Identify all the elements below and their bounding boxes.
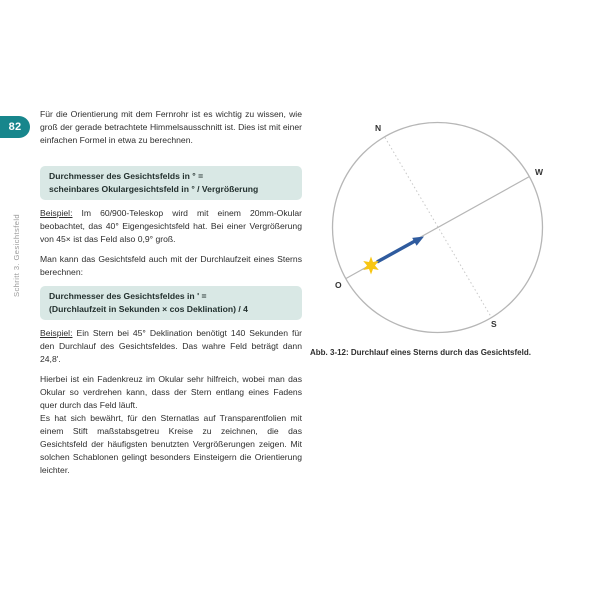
transit-paragraph: Man kann das Gesichtsfeld auch mit der Durchlaufzeit eines Sterns berechnen:: [40, 254, 302, 277]
formula1-line2: scheinbares Okulargesichtsfeld in ° / Vergrößerung: [49, 184, 259, 194]
example2-label: Beispiel:: [40, 328, 73, 338]
formula2-line2: (Durchlaufzeit in Sekunden × cos Deklination) / 4: [49, 304, 248, 314]
intro-paragraph: Für die Orientierung mit dem Fernrohr ist es wichtig zu wissen, wie groß der gerade betrachtete Himmelsausschnitt ist. Dies ist mit einer einfachen Formel in etwa zu berechnen.: [40, 109, 302, 145]
example2-paragraph: [40, 327, 302, 366]
motion-arrow-shaft: [377, 241, 415, 262]
chapter-sidebar-label: Schritt 3. Gesichtsfeld: [12, 213, 21, 297]
field-of-view-diagram: [310, 98, 590, 346]
page-number: 82: [8, 121, 22, 133]
template-paragraph: Es hat sich bewährt, für den Sternatlas auf Transparentfolien mit einem Stift maßstabsgetreu Kreise zu zeichnen, die das Gesichtsfeld der häufigsten benutzten Vergrößerungen zeigen. Mit solchen Schablonen gelingt besonders Einsteigern die Orientierung leichter.: [40, 413, 302, 475]
example1-paragraph: [40, 207, 302, 246]
figure-caption: Abb. 3-12: Durchlauf eines Sterns durch das Gesichtsfeld.: [310, 348, 531, 357]
example1-label: Beispiel:: [40, 208, 73, 218]
crosshair-paragraph: Hierbei ist ein Fadenkreuz im Okular sehr hilfreich, wobei man das Okular so verdrehen kann, dass der Stern entlang eines Fadens quer durch das Feld läuft.: [40, 374, 302, 410]
example1-text: Im 60/900-Teleskop wird mit einem 20mm-Okular beobachtet, das 40° Eigengesichtsfeld hat. Bei einer Vergrößerung von 45× ist das Feld also 0,9° groß.: [40, 208, 302, 244]
formula1-line1: Durchmesser des Gesichtsfelds in ° =: [49, 171, 204, 181]
compass-label-north: N: [375, 123, 382, 133]
star-icon: [363, 257, 379, 275]
formula-box-field-diameter: [40, 166, 302, 200]
example2-text: Ein Stern bei 45° Deklination benötigt 140 Sekunden für den Durchlauf des Gesichtsfeldes. Das wahre Feld beträgt dann 24,8'.: [40, 328, 302, 364]
formula-box-transit-time: [40, 286, 302, 320]
compass-label-west: W: [535, 167, 544, 177]
compass-label-east: O: [335, 280, 342, 290]
main-text-column: [40, 108, 302, 477]
page-number-badge: [0, 116, 30, 138]
compass-label-south: S: [491, 319, 497, 329]
formula2-line1: Durchmesser des Gesichtsfeldes in ' =: [49, 291, 207, 301]
